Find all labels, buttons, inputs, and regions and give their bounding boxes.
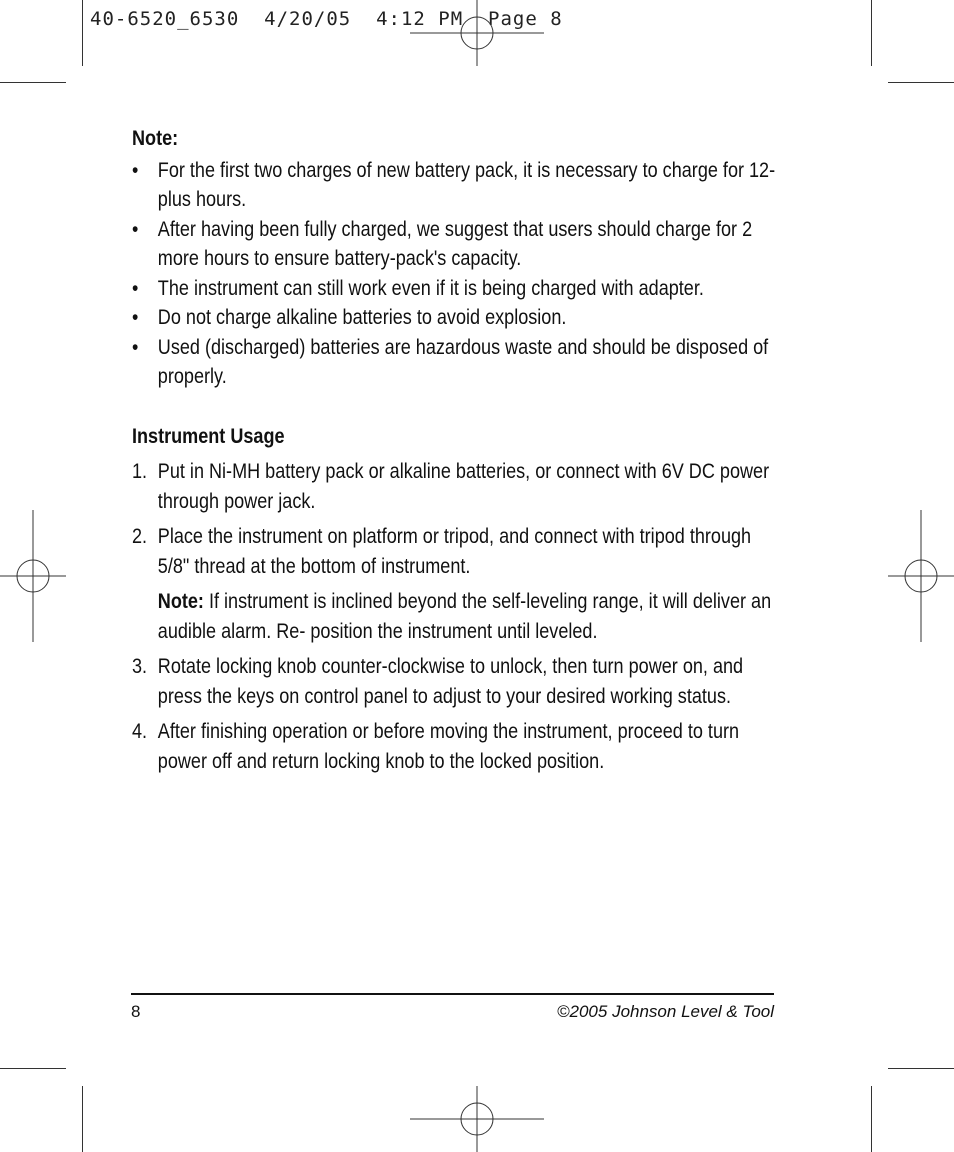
note-item-text: For the first two charges of new battery pack, it is necessary to charge for 12-plus hours. [157, 158, 776, 211]
bullet-icon: • [132, 217, 139, 241]
crop-mark-top-left-vertical [82, 0, 83, 66]
step-number: 4. [132, 720, 148, 743]
registration-mark-left-icon [0, 510, 66, 642]
step-number: 3. [132, 655, 148, 678]
bullet-icon: • [132, 276, 139, 300]
usage-step [132, 522, 780, 646]
crop-mark-top-left-horizontal [0, 82, 66, 83]
step-text: Place the instrument on platform or tripod, and connect with tripod through 5/8" thread at the bottom of instrument. [157, 525, 752, 578]
note-item-text: Do not charge alkaline batteries to avoid explosion. [157, 306, 567, 329]
registration-mark-top-icon [410, 0, 544, 66]
note-item [132, 215, 780, 274]
usage-step [132, 457, 780, 516]
crop-mark-bottom-left-horizontal [0, 1068, 66, 1069]
crop-mark-top-right-horizontal [888, 82, 954, 83]
subnote-label: Note: [157, 590, 204, 613]
note-item [132, 303, 780, 333]
crop-mark-bottom-left-vertical [82, 1086, 83, 1152]
crop-mark-bottom-right-horizontal [888, 1068, 954, 1069]
note-list [132, 156, 780, 392]
note-item-text: After having been fully charged, we suggest that users should charge for 2 more hours to ensure battery-pack's capacity. [157, 217, 753, 270]
registration-mark-bottom-icon [410, 1086, 544, 1152]
manual-page-content [132, 124, 782, 782]
print-slug: 40-6520_6530 4/20/05 4:12 PM Page 8 [90, 8, 563, 30]
note-heading: Note: [132, 127, 179, 150]
note-item [132, 333, 780, 392]
page-number: 8 [131, 1002, 141, 1021]
note-item-text: The instrument can still work even if it is being charged with adapter. [157, 276, 704, 300]
subnote-text: If instrument is inclined beyond the self-leveling range, it will deliver an audible alarm. Re- position the instrument until leveled. [157, 590, 772, 643]
step-number: 1. [132, 460, 148, 483]
note-item [132, 156, 780, 215]
step-text: Rotate locking knob counter-clockwise to unlock, then turn power on, and press the keys on control panel to adjust to your desired working status. [157, 655, 744, 708]
text-column [132, 124, 780, 782]
bullet-icon: • [132, 306, 139, 329]
bullet-icon: • [132, 158, 139, 182]
step-text: After finishing operation or before moving the instrument, proceed to turn power off and return locking knob to the locked position. [157, 720, 740, 773]
registration-mark-right-icon [888, 510, 954, 642]
usage-step [132, 717, 780, 776]
note-item [132, 274, 780, 304]
crop-mark-bottom-right-vertical [871, 1086, 872, 1152]
usage-step [132, 652, 780, 711]
bullet-icon: • [132, 335, 139, 359]
step-text: Put in Ni-MH battery pack or alkaline batteries, or connect with 6V DC power through power jack. [157, 460, 770, 513]
copyright-notice: ©2005 Johnson Level & Tool [557, 1002, 774, 1021]
note-item-text: Used (discharged) batteries are hazardous waste and should be disposed of properly. [157, 335, 769, 388]
step-subnote [158, 587, 781, 646]
footer-rule [131, 993, 774, 995]
crop-mark-top-right-vertical [871, 0, 872, 66]
usage-steps-list [132, 457, 780, 776]
step-number: 2. [132, 525, 148, 548]
instrument-usage-heading: Instrument Usage [132, 424, 285, 448]
